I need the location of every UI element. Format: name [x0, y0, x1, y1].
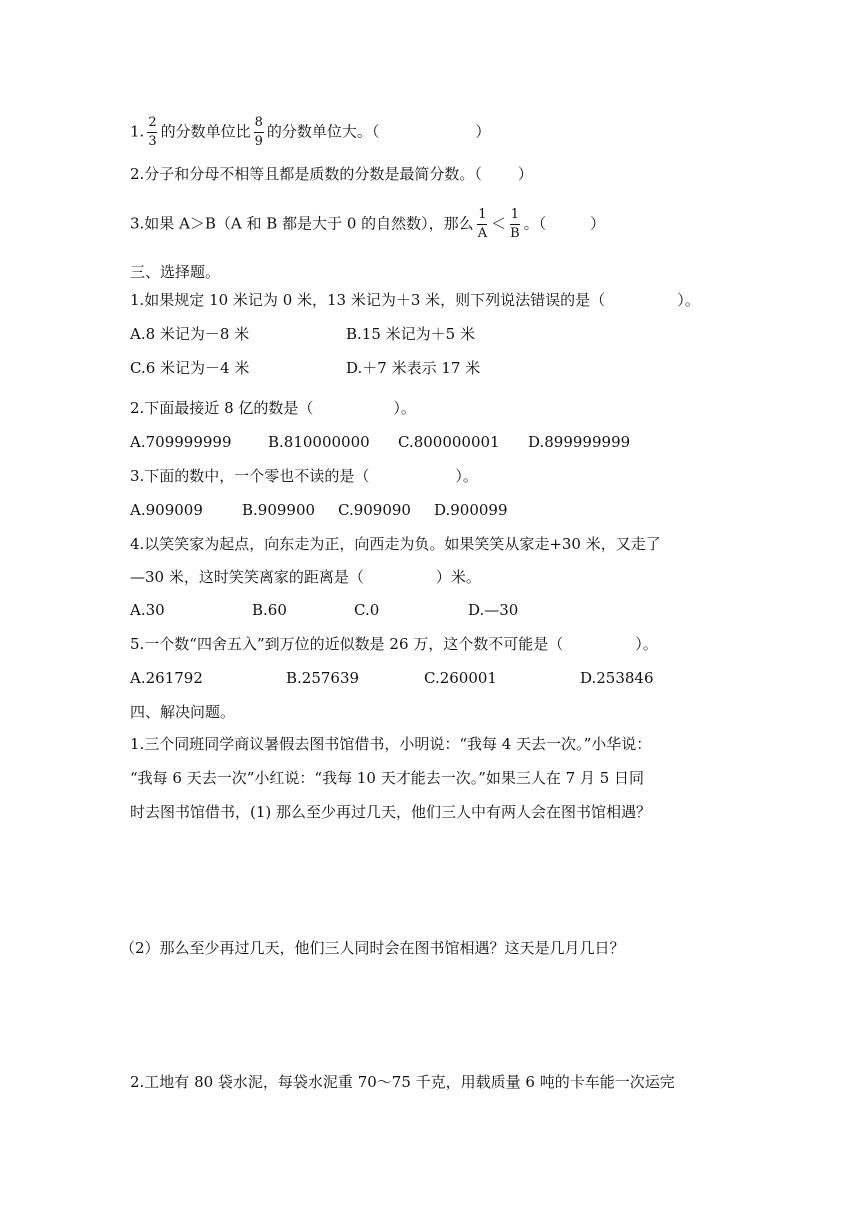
problem-1-line-3: 时去图书馆借书，(1) 那么至少再过几天，他们三人中有两人会在图书馆相遇？	[130, 803, 652, 821]
problem-1-answer-area[interactable]	[130, 830, 730, 920]
problem-1-line-2: “我每 6 天去一次”小红说：“我每 10 天才能去一次。”如果三人在 7 月 5 日同	[130, 769, 645, 787]
option-a[interactable]: A.909009	[130, 501, 203, 519]
judge-question-2: 2.分子和分母不相等且都是质数的分数是最简分数。（ ）	[130, 165, 533, 183]
option-a[interactable]: A.30	[130, 601, 165, 619]
option-c[interactable]: C.800000001	[398, 433, 500, 451]
fraction-1-a: $\frac{1}{A}$	[477, 207, 488, 241]
option-a[interactable]: A.261792	[130, 669, 203, 687]
option-d[interactable]: D.—30	[468, 601, 519, 619]
judge-question-3: 3.如果 A＞B（A 和 B 都是大于 0 的自然数），那么 $\frac{1}{A}$ ＜ $\frac{1}{B}$ 。（ ）	[130, 207, 606, 241]
problem-2-line-1: 2.工地有 80 袋水泥，每袋水泥重 70～75 千克，用载质量 6 吨的卡车能一次运完	[130, 1073, 675, 1091]
question-number: 1.	[130, 122, 145, 141]
option-b[interactable]: B.909900	[242, 501, 316, 519]
problem-1-part-2: （2）那么至少再过几天，他们三人同时会在图书馆相遇？这天是几月几日？	[120, 939, 625, 957]
option-b[interactable]: B.60	[252, 601, 287, 619]
option-d[interactable]: D.253846	[580, 669, 654, 687]
option-c[interactable]: C.0	[354, 601, 380, 619]
option-a[interactable]: A.8 米记为－8 米	[130, 325, 250, 343]
choice-question-4-line-1: 4.以笑笑家为起点，向东走为正，向西走为负。如果笑笑从家走+30 米，又走了	[130, 535, 661, 553]
option-b[interactable]: B.257639	[286, 669, 360, 687]
choice-section-heading: 三、选择题。	[130, 263, 221, 281]
option-b[interactable]: B.15 米记为＋5 米	[346, 325, 475, 343]
fraction-2-3: $\frac{2}{3}$	[148, 115, 157, 149]
judge-question-1: 1. $\frac{2}{3}$ 的分数单位比 $\frac{8}{9}$ 的分数单位大。（ ）	[130, 115, 491, 149]
problem-1-line-1: 1.三个同班同学商议暑假去图书馆借书，小明说：“我每 4 天去一次。”小华说：	[130, 735, 652, 753]
choice-question-3: 3.下面的数中，一个零也不读的是（ ）。	[130, 467, 478, 485]
option-d[interactable]: D.＋7 米表示 17 米	[346, 359, 481, 377]
fraction-8-9: $\frac{8}{9}$	[254, 115, 263, 149]
option-d[interactable]: D.899999999	[528, 433, 631, 451]
choice-question-2: 2.下面最接近 8 亿的数是（ ）。	[130, 399, 416, 417]
choice-question-4-line-2: —30 米，这时笑笑离家的距离是（ ）米。	[130, 568, 481, 586]
choice-question-1: 1.如果规定 10 米记为 0 米，13 米记为＋3 米，则下列说法错误的是（ ）。	[130, 291, 700, 309]
option-c[interactable]: C.6 米记为－4 米	[130, 359, 250, 377]
problem-1-part-2-answer-area[interactable]	[130, 968, 730, 1068]
solve-section-heading: 四、解决问题。	[130, 703, 236, 721]
option-c[interactable]: C.909090	[338, 501, 411, 519]
option-b[interactable]: B.810000000	[268, 433, 370, 451]
option-c[interactable]: C.260001	[424, 669, 497, 687]
option-a[interactable]: A.709999999	[130, 433, 232, 451]
choice-question-5: 5.一个数“四舍五入”到万位的近似数是 26 万，这个数不可能是（ ）。	[130, 635, 658, 653]
option-d[interactable]: D.900099	[434, 501, 508, 519]
fraction-1-b: $\frac{1}{B}$	[510, 207, 520, 241]
